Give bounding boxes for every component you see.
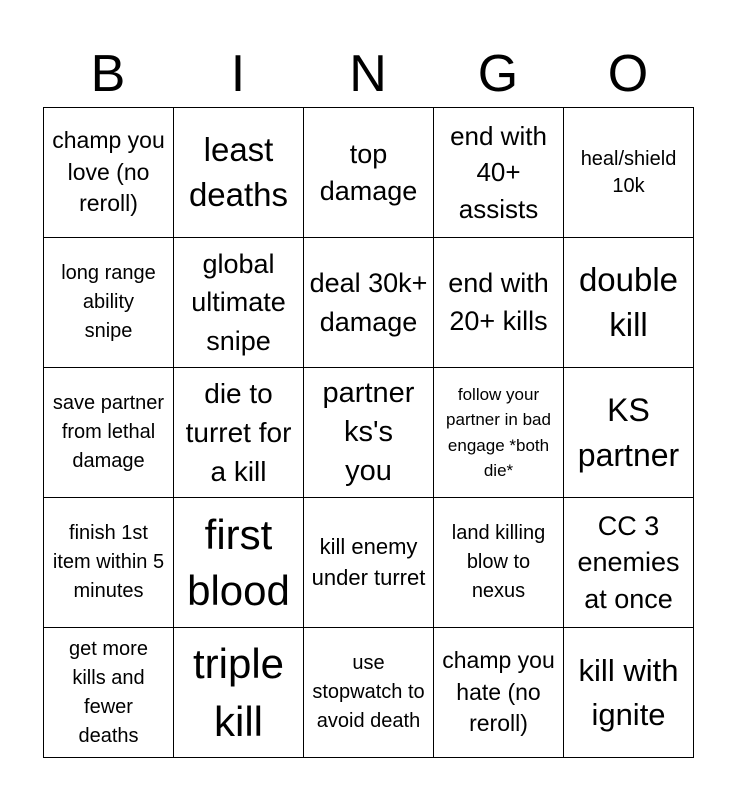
bingo-cell[interactable]	[564, 368, 694, 498]
bingo-cell[interactable]	[564, 498, 694, 628]
cell-label: get more kills and fewer deaths	[69, 637, 148, 747]
cell-label: finish 1st item within 5 minutes	[52, 522, 165, 602]
bingo-cell[interactable]	[44, 628, 174, 758]
cell-label: kill enemy under turret	[311, 534, 426, 590]
cell-label: heal/shield 10k	[580, 147, 677, 197]
cell-label: triple kill	[192, 639, 285, 745]
header-letter-n: N	[349, 45, 387, 103]
cell-label: first blood	[187, 510, 290, 614]
bingo-cell[interactable]	[304, 498, 434, 628]
header-letter-i: I	[230, 45, 246, 103]
bingo-cell[interactable]	[304, 108, 434, 238]
bingo-cell[interactable]	[44, 368, 174, 498]
header-letter-b: B	[90, 45, 126, 103]
cell-label: global ultimate snipe	[191, 249, 286, 356]
bingo-cell[interactable]	[174, 368, 304, 498]
bingo-cell[interactable]	[434, 498, 564, 628]
bingo-header	[43, 40, 693, 108]
bingo-cell[interactable]	[564, 108, 694, 238]
bingo-cell[interactable]	[564, 238, 694, 368]
cell-label: end with 40+ assists	[450, 120, 547, 224]
bingo-cell[interactable]	[44, 108, 174, 238]
cell-label: partner ks's you	[322, 376, 415, 488]
cell-label: end with 20+ kills	[448, 267, 549, 336]
bingo-cell[interactable]	[434, 238, 564, 368]
bingo-cell[interactable]	[564, 628, 694, 758]
bingo-cell[interactable]	[44, 238, 174, 368]
bingo-cell[interactable]	[44, 498, 174, 628]
cell-label: die to turret for a kill	[185, 377, 292, 488]
bingo-cell[interactable]	[304, 238, 434, 368]
bingo-cell[interactable]	[434, 368, 564, 498]
bingo-board	[43, 107, 694, 758]
cell-label: kill with ignite	[578, 653, 679, 732]
cell-label: deal 30k+ damage	[309, 268, 428, 337]
bingo-cell[interactable]	[174, 498, 304, 628]
cell-label: KS partner	[577, 392, 680, 473]
cell-label: long range ability snipe	[61, 262, 156, 342]
bingo-cell[interactable]	[174, 628, 304, 758]
header-letter-o: O	[607, 45, 649, 103]
cell-label: double kill	[578, 260, 679, 343]
bingo-cell[interactable]	[434, 628, 564, 758]
header-letter-g: G	[477, 45, 519, 103]
bingo-cell[interactable]	[434, 108, 564, 238]
cell-label: use stopwatch to avoid death	[312, 652, 425, 732]
bingo-cell[interactable]	[174, 238, 304, 368]
cell-label: land killing blow to nexus	[451, 522, 546, 602]
cell-label: CC 3 enemies at once	[577, 510, 680, 614]
cell-label: least deaths	[188, 130, 289, 213]
cell-label: follow your partner in bad engage *both die*	[446, 384, 551, 480]
cell-label: champ you hate (no reroll)	[442, 646, 555, 737]
cell-label: champ you love (no reroll)	[52, 126, 165, 217]
cell-label: save partner from lethal damage	[52, 392, 165, 472]
cell-label: top damage	[319, 138, 418, 206]
bingo-cell[interactable]	[304, 628, 434, 758]
bingo-cell[interactable]	[174, 108, 304, 238]
bingo-cell[interactable]	[304, 368, 434, 498]
